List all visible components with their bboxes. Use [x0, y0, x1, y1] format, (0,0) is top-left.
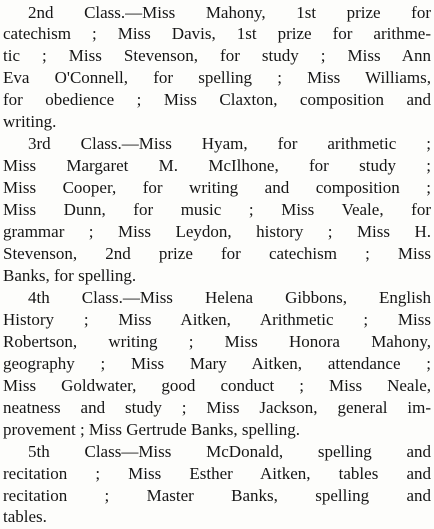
text-line: History ; Miss Aitken, Arithmetic ; Miss — [3, 310, 431, 329]
text-line: Miss Goldwater, good conduct ; Miss Neale, — [3, 376, 431, 395]
text-line: catechism ; Miss Davis, 1st prize for arithme- — [3, 24, 431, 43]
text-line: recitation ; Miss Esther Aitken, tables and — [3, 464, 431, 483]
text-line: recitation ; Master Banks, spelling and — [3, 486, 431, 505]
text-line: tic ; Miss Stevenson, for study ; Miss Ann — [3, 46, 431, 65]
text-line: neatness and study ; Miss Jackson, general im- — [3, 398, 431, 417]
text-line: provement ; Miss Gertrude Banks, spelling. — [3, 420, 300, 439]
text-line: 3rd Class.—Miss Hyam, for arithmetic ; — [28, 134, 431, 153]
text-line: Robertson, writing ; Miss Honora Mahony, — [3, 332, 431, 351]
text-line: 2nd Class.—Miss Mahony, 1st prize for — [28, 3, 431, 22]
text-line: Stevenson, 2nd prize for catechism ; Miss — [3, 244, 431, 263]
text-line: Banks, for spelling. — [3, 266, 137, 285]
text-line: geography ; Miss Mary Aitken, attendance ; — [3, 354, 431, 373]
text-line: Miss Cooper, for writing and composition ; — [3, 178, 431, 197]
text-line: 5th Class—Miss McDonald, spelling and — [28, 442, 431, 461]
text-line: writing. — [3, 112, 57, 131]
text-line: Miss Dunn, for music ; Miss Veale, for — [3, 200, 431, 219]
text-line: 4th Class.—Miss Helena Gibbons, English — [28, 288, 431, 307]
text-line: Eva O'Connell, for spelling ; Miss Williams, — [3, 68, 431, 87]
text-line: Miss Margaret M. McIlhone, for study ; — [3, 156, 431, 175]
text-line: tables. — [3, 507, 47, 526]
text-line: grammar ; Miss Leydon, history ; Miss H. — [3, 222, 431, 241]
text-line: for obedience ; Miss Claxton, composition and — [3, 90, 431, 109]
